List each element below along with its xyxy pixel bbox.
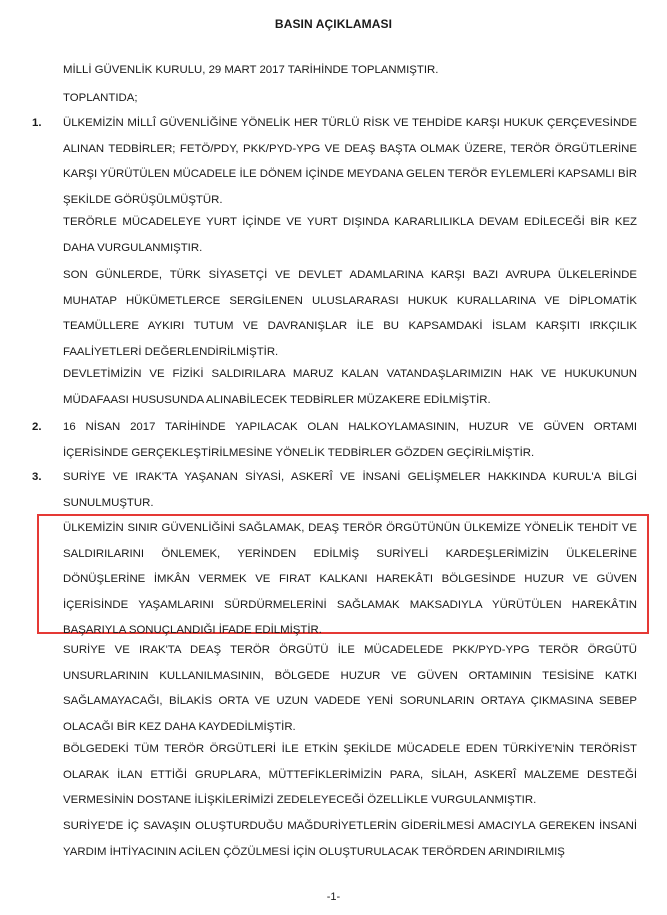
item-2-paragraph-1: 16 NİSAN 2017 TARİHİNDE YAPILACAK OLAN HALKOYLAMASININ, HUZUR VE GÜVEN ORTAMI İÇERİSİNDE GERÇEKLEŞTİRİLMESİNE YÖNELİK TEDBİRLER GÖZDEN GEÇİRİLMİŞTİR. [63, 421, 637, 459]
item-number-3: 3. [32, 471, 42, 483]
item-1-paragraph-2: TERÖRLE MÜCADELEYE YURT İÇİNDE VE YURT DIŞINDA KARARLILIKLA DEVAM EDİLECEĞİ BİR KEZ DAHA VURGULANMIŞTIR. [63, 216, 637, 254]
item-3-paragraph-3: SURİYE VE IRAK'TA DEAŞ TERÖR ÖRGÜTÜ İLE MÜCADELEDE PKK/PYD-YPG TERÖR ÖRGÜTÜ UNSURLARININ KULLANILMASININ, BÖLGEDE HUZUR VE GÜVEN ORTAMININ TESİSİNE KATKI SAĞLAMAYACAĞI, BİLAKİS ORTA VE UZUN VADEDE YENİ SORUNLARIN ORTAYA ÇIKMASINA SEBEP OLACAĞI BİR KEZ DAHA KAYDEDİLMİŞTİR. [63, 644, 637, 733]
document-title: BASIN AÇIKLAMASI [274, 17, 393, 31]
item-1-paragraph-3: SON GÜNLERDE, TÜRK SİYASETÇİ VE DEVLET ADAMLARINA KARŞI BAZI AVRUPA ÜLKELERİNDE MUHATAP HÜKÜMETLERCE SERGİLENEN ULUSLARARASI HUKUK KURALLARINA VE DİPLOMATİK TEAMÜLLERE AYKIRI TUTUM VE DAVRANIŞLAR İLE BU KAPSAMDAKİ İSLAM KARŞITI IRKÇILIK FAALİYETLERİ DEĞERLENDİRİLMİŞTİR. [63, 269, 637, 358]
item-1-paragraph-4: DEVLETİMİZİN VE FİZİKİ SALDIRILARA MARUZ KALAN VATANDAŞLARIMIZIN HAK VE HUKUKUNUN MÜDAFAASI HUSUSUNDA ALINABİLECEK TEDBİRLER MÜZAKERE EDİLMİŞTİR. [63, 368, 637, 406]
item-3-paragraph-4: BÖLGEDEKİ TÜM TERÖR ÖRGÜTLERİ İLE ETKİN ŞEKİLDE MÜCADELE EDEN TÜRKİYE'NİN TERÖRİST OLARAK İLAN ETTİĞİ GRUPLARA, MÜTTEFİKLERİMİZİN PARA, SİLAH, ASKERÎ MALZEME DESTEĞİ VERMESİNİN DOSTANE İLİŞKİLERİMİZİ ZEDELEYECEĞİ ÖZELLİKLE VURGULANMIŞTIR. [63, 743, 637, 807]
intro-line: MİLLİ GÜVENLİK KURULU, 29 MART 2017 TARİHİNDE TOPLANMIŞTIR. [63, 64, 439, 76]
item-number-1: 1. [32, 117, 42, 129]
meeting-line: TOPLANTIDA; [63, 92, 138, 104]
page-number: -1- [326, 891, 341, 903]
item-number-2: 2. [32, 421, 42, 433]
item-3-paragraph-2-highlighted: ÜLKEMİZİN SINIR GÜVENLİĞİNİ SAĞLAMAK, DEAŞ TERÖR ÖRGÜTÜNÜN ÜLKEMİZE YÖNELİK TEHDİT VE SALDIRILARINI ÖNLEMEK, YERİNDEN EDİLMİŞ SURİYELİ KARDEŞLERİMİZİN ÜLKELERİNE DÖNÜŞLERİNE İMKÂN VERMEK VE FIRAT KALKANI HAREKÂTI BÖLGESİNDE HUZUR VE GÜVEN İÇERİSİNDE YAŞAMLARINI SÜRDÜRMELERİNİ SAĞLAMAK MAKSADIYLA YÜRÜTÜLEN HAREKÂTIN BAŞARIYLA SONUÇLANDIĞI İFADE EDİLMİŞTİR. [63, 522, 637, 637]
item-1-paragraph-1: ÜLKEMİZİN MİLLÎ GÜVENLİĞİNE YÖNELİK HER TÜRLÜ RİSK VE TEHDİDE KARŞI HUKUK ÇERÇEVESİNDE ALINAN TEDBİRLER; FETÖ/PDY, PKK/PYD-YPG VE DEAŞ BAŞTA OLMAK ÜZERE, TERÖR ÖRGÜTLERİNE KARŞI YÜRÜTÜLEN MÜCADELE İLE DÖNEM İÇİNDE MEYDANA GELEN TERÖR EYLEMLERİ KAPSAMLI BİR ŞEKİLDE GÖRÜŞÜLMÜŞTÜR. [63, 117, 637, 206]
item-3-paragraph-1: SURİYE VE IRAK'TA YAŞANAN SİYASİ, ASKERÎ VE İNSANİ GELİŞMELER HAKKINDA KURUL'A BİLGİ SUNULMUŞTUR. [63, 471, 637, 509]
item-3-paragraph-5: SURİYE'DE İÇ SAVAŞIN OLUŞTURDUĞU MAĞDURİYETLERİN GİDERİLMESİ AMACIYLA GEREKEN İNSANİ YARDIM İHTİYACININ ACİLEN ÇÖZÜLMESİ İÇİN OLUŞTURULACAK TERÖRDEN ARINDIRILMIŞ [63, 820, 637, 858]
